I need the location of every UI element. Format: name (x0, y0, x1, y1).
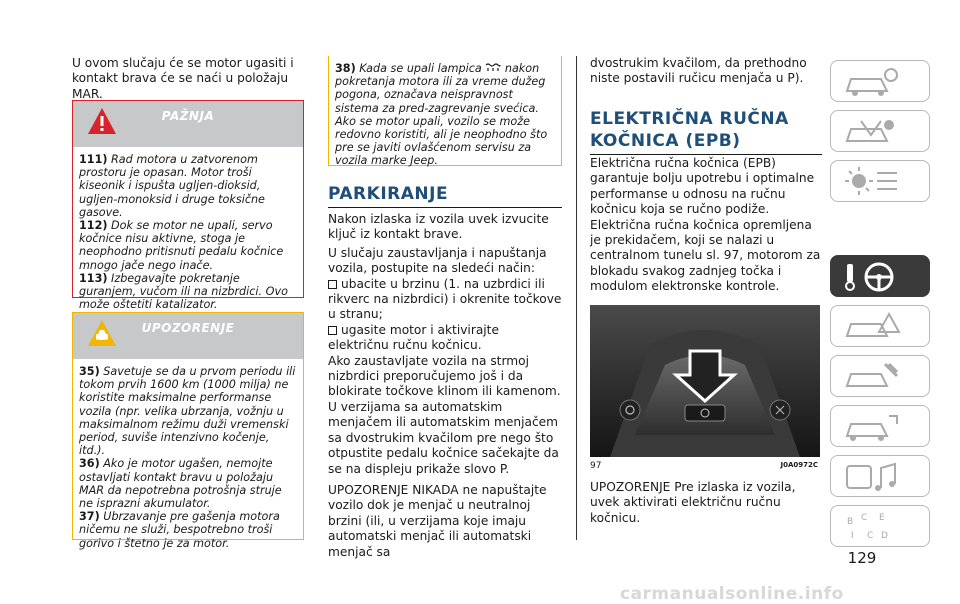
car-warning-icon (841, 310, 901, 344)
bullet-item: ugasite motor i aktivirajte električnu ručnu kočnicu. (328, 322, 499, 353)
warning-item: 37) Ubrzavanje pre gašenja motora ničemu ne služi, bespotrebno troši gorivo i štetno je za motor. (79, 510, 280, 550)
page-number: 129 (847, 549, 877, 567)
figure-code: J0A0972C (780, 461, 818, 469)
epb-figure (590, 305, 820, 457)
paragraph: Električna ručna kočnica opremljena je prekidačem, koji se nalazi u centralnom tunelu sl. 97, motorom za blokadu svakog zadnjeg točka i modulom elektronske kontrole. (590, 217, 821, 294)
paragraph: UPOZORENJE Pre izlaska iz vozila, uvek aktivirati električnu ručnu kočnicu. (590, 480, 796, 525)
svg-text:E: E (879, 513, 885, 523)
epb-text (590, 156, 822, 295)
tab-dashboard[interactable] (830, 60, 930, 102)
key-steering-icon (841, 260, 901, 294)
warning-item: 36) Ako je motor ugašen, nemojte ostavljati kontakt bravu u položaju MAR da nepotrebna potrošnja struje ne isprazni akumulator. (79, 457, 282, 511)
note-box (328, 56, 562, 166)
tab-specs[interactable] (830, 405, 930, 447)
caution-body (73, 147, 303, 317)
svg-text:B: B (847, 517, 854, 527)
checkbox-bullet-icon (328, 280, 337, 289)
divider (318, 56, 319, 540)
paragraph: U verzijama sa automatskim menjačem ili automatskim menjačem sa dvostrukim kvačilom pre nego što otpustite pedalu kočnice sačekajte da se na displeju prikaže slovo P. (328, 399, 559, 476)
car-specs-icon (841, 410, 901, 444)
tab-index[interactable] (830, 505, 930, 547)
tab-lights[interactable] (830, 160, 930, 202)
paragraph: Nakon izlaska iz vozila uvek izvucite ključ iz kontakt brave. (328, 212, 549, 242)
warning-box (72, 312, 304, 550)
parking-heading: PARKIRANJE (328, 184, 562, 208)
caution-header (73, 101, 303, 147)
column-divider (576, 56, 577, 540)
lights-icon (841, 165, 901, 199)
car-dashboard-icon (841, 65, 901, 99)
paragraph: UPOZORENJE NIKADA ne napuštajte vozilo dok je menjač u neutralnoj brzini (ili, u verzijama koje imaju automatski menjač ili automatski menjač sa (328, 482, 547, 559)
tab-safety[interactable] (830, 110, 930, 152)
svg-text:C: C (867, 531, 874, 541)
tab-service[interactable] (830, 355, 930, 397)
warning-item: 35) Savetuje se da u prvom periodu ili tokom prvih 1600 km (1000 milja) ne koristite maksimalne performanse vozila (npr. velika ubrzanja, vožnju u maksimalnom režimu duži vremenski period, suviše intenzivno kočenje, itd.). (79, 365, 296, 458)
svg-text:D: D (881, 531, 888, 541)
caution-box (72, 100, 304, 312)
tab-emergency[interactable] (830, 305, 930, 347)
epb-heading: ELEKTRIČNA RUČNA KOČNICA (EPB) (590, 108, 822, 155)
svg-text:C: C (861, 513, 868, 523)
figure-number: 97 (590, 461, 602, 471)
media-icon (841, 460, 901, 494)
index-icon (841, 510, 901, 544)
checkbox-bullet-icon (328, 326, 337, 335)
car-service-icon (841, 360, 901, 394)
bullet-item: ubacite u brzinu (1. na uzbrdici ili rikverc na nizbrdici) i okrenite točkove u stranu; (328, 276, 562, 322)
caution-item: 112) Dok se motor ne upali, servo kočnice nisu aktivne, stoga je neophodno pritisnuti pedalu kočnice mnogo jače nego inače. (79, 219, 284, 272)
paragraph: Ako zaustavljate vozila na strmoj nizbrdici preporučujemo još i da blokirate točkove klinom ili kamenom. (328, 353, 561, 399)
car-safety-icon (841, 115, 901, 149)
paragraph: U slučaju zaustavljanja i napuštanja vozila, postupite na sledeći način: (328, 245, 547, 276)
intro-paragraph: U ovom slučaju će se motor ugasiti i kontakt brava će se naći u položaju MAR. (72, 56, 294, 101)
note-text: 38) Kada se upali lampica nakon pokretanja motora ili za vreme dužeg pogona, označava neispravnost sistema za pred-zagrevanje svećica. Ako se motor upali, vozilo se može redovno koristiti, ali je neophodno što pre se javiti ovlašćenom servisu za vozila marke Jeep. (335, 62, 548, 168)
caution-title: PAŽNJA (161, 109, 215, 123)
paragraph: Električna ručna kočnica (EPB) garantuje bolju upotrebu i optimalne performanse u odnosu na ručnu kočnicu koja se ručno podiže. (590, 156, 815, 217)
epb-switch-photo (590, 305, 820, 457)
tab-multimedia[interactable] (830, 455, 930, 497)
glow-plug-icon (485, 63, 501, 72)
watermark: carmanualsonline.info (620, 584, 844, 604)
caution-item: 113) Izbegavajte pokretanje guranjem, vučom ili na nizbrdici. Ovo može oštetiti katalizator. (79, 271, 288, 312)
warning-header (73, 313, 303, 359)
warning-body (73, 359, 303, 556)
tab-starting-driving[interactable] (830, 255, 930, 297)
warning-title: UPOZORENJE (141, 321, 235, 335)
caution-item: 111) Rad motora u zatvorenom prostoru je opasan. Motor troši kiseonik i ispušta ugljen-dioksid, ugljen-monoksid i druge toksične gasove. (79, 153, 265, 219)
paragraph: dvostrukim kvačilom, da prethodno niste postavili ručicu menjača u P). (590, 56, 807, 86)
parking-text (328, 212, 562, 560)
svg-text:I: I (851, 531, 854, 541)
figure-caption (590, 461, 820, 471)
